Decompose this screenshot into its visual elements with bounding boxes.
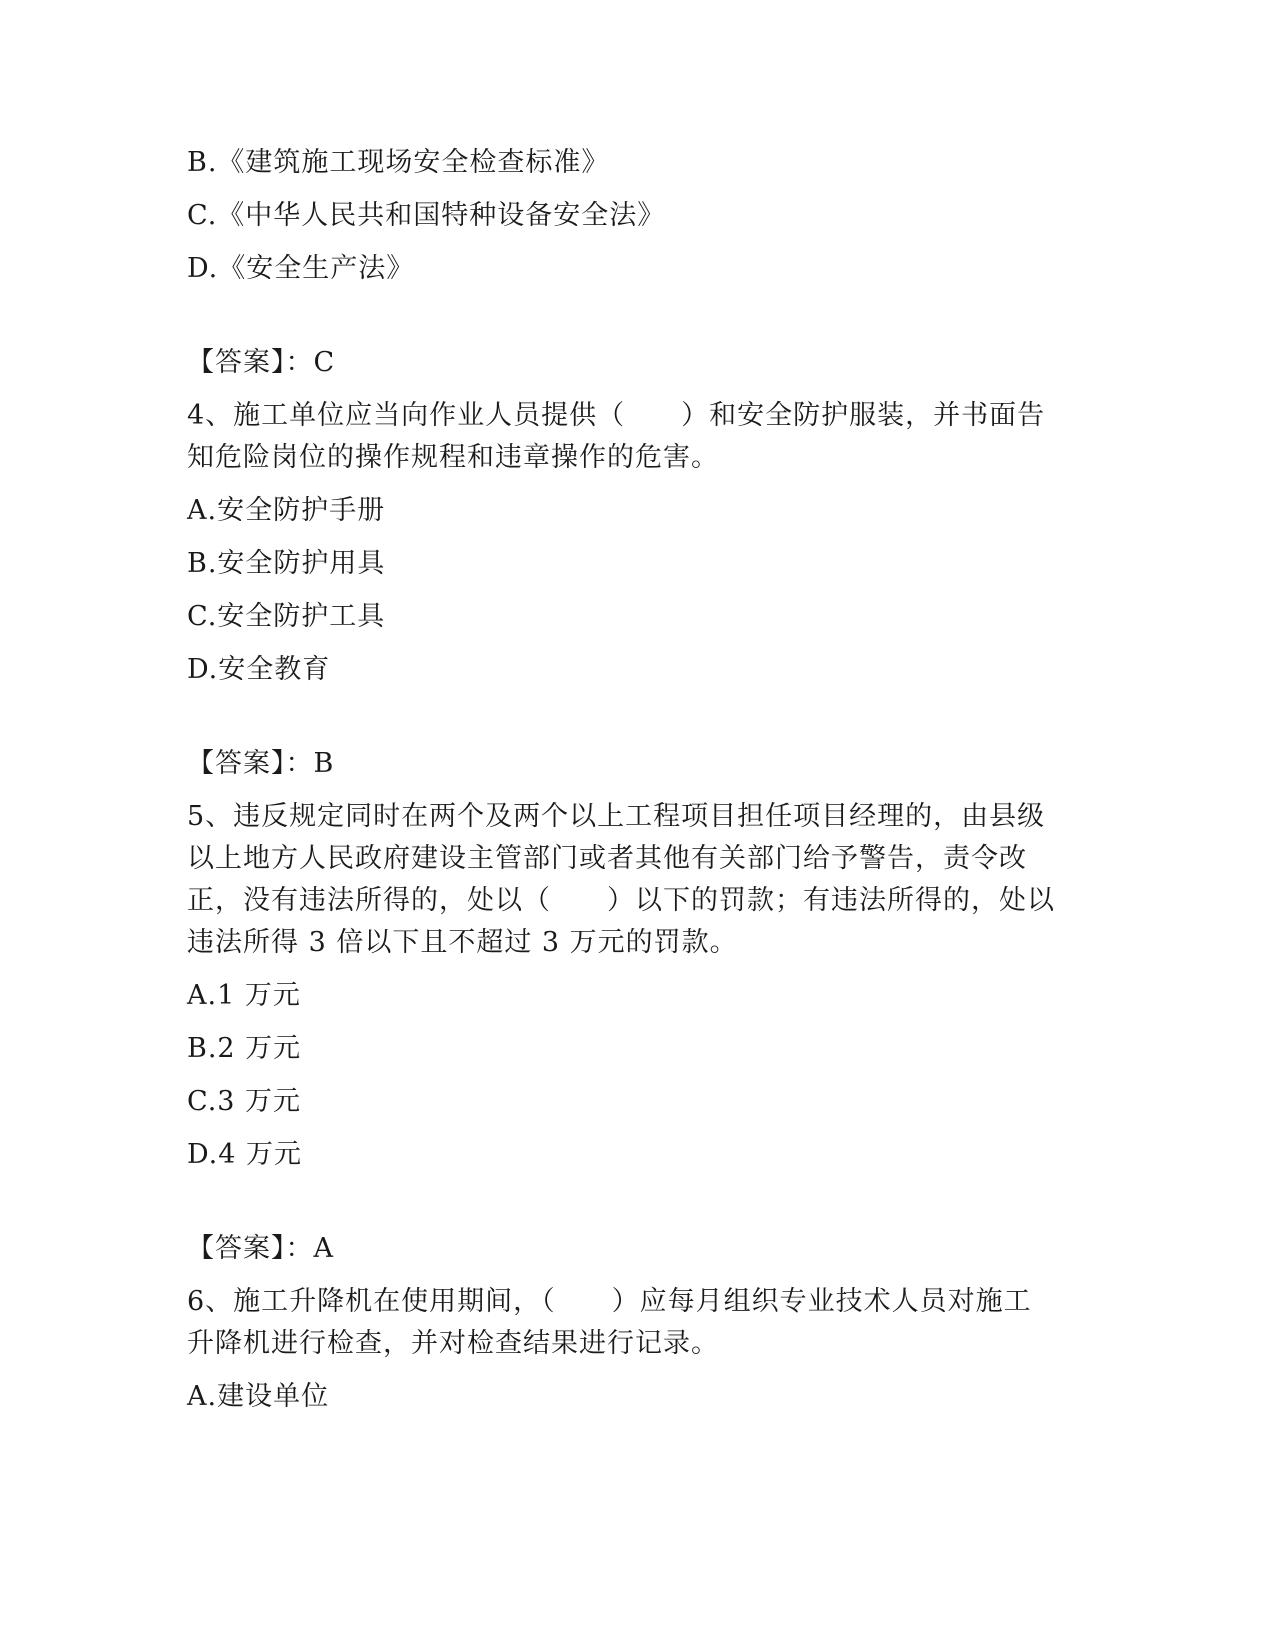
q5-option-b: B.2 万元 — [187, 1033, 302, 1064]
q5-stem-line-3: 正，没有违法所得的，处以（ ）以下的罚款；有违法所得的，处以 — [187, 885, 1055, 916]
q5-answer: 【答案】：A — [187, 1233, 334, 1264]
q4-stem-line-1: 4、施工单位应当向作业人员提供（ ）和安全防护服装，并书面告 — [187, 400, 1046, 431]
q5-option-c: C.3 万元 — [187, 1086, 302, 1117]
q4-option-c: C.安全防护工具 — [187, 601, 386, 632]
q6-stem-line-1: 6、施工升降机在使用期间，（ ）应每月组织专业技术人员对施工 — [187, 1286, 1032, 1317]
q3-answer: 【答案】：C — [187, 347, 336, 378]
q3-option-b: B.《建筑施工现场安全检查标准》 — [187, 147, 610, 178]
q5-option-a: A.1 万元 — [187, 980, 301, 1011]
q6-stem-line-2: 升降机进行检查，并对检查结果进行记录。 — [187, 1328, 719, 1359]
q3-option-d: D.《安全生产法》 — [187, 253, 415, 284]
q5-stem-line-1: 5、违反规定同时在两个及两个以上工程项目担任项目经理的，由县级 — [187, 801, 1046, 832]
q6-option-a: A.建设单位 — [187, 1381, 330, 1412]
q5-stem-line-4: 违法所得 3 倍以下且不超过 3 万元的罚款。 — [187, 927, 738, 958]
q3-option-c: C.《中华人民共和国特种设备安全法》 — [187, 200, 666, 231]
q4-option-b: B.安全防护用具 — [187, 548, 386, 579]
q4-answer: 【答案】：B — [187, 748, 335, 779]
q4-option-a: A.安全防护手册 — [187, 495, 386, 526]
q4-stem-line-2: 知危险岗位的操作规程和违章操作的危害。 — [187, 442, 719, 473]
q5-option-d: D.4 万元 — [187, 1139, 303, 1170]
q5-stem-line-2: 以上地方人民政府建设主管部门或者其他有关部门给予警告，责令改 — [187, 843, 1027, 874]
q4-option-d: D.安全教育 — [187, 654, 331, 685]
